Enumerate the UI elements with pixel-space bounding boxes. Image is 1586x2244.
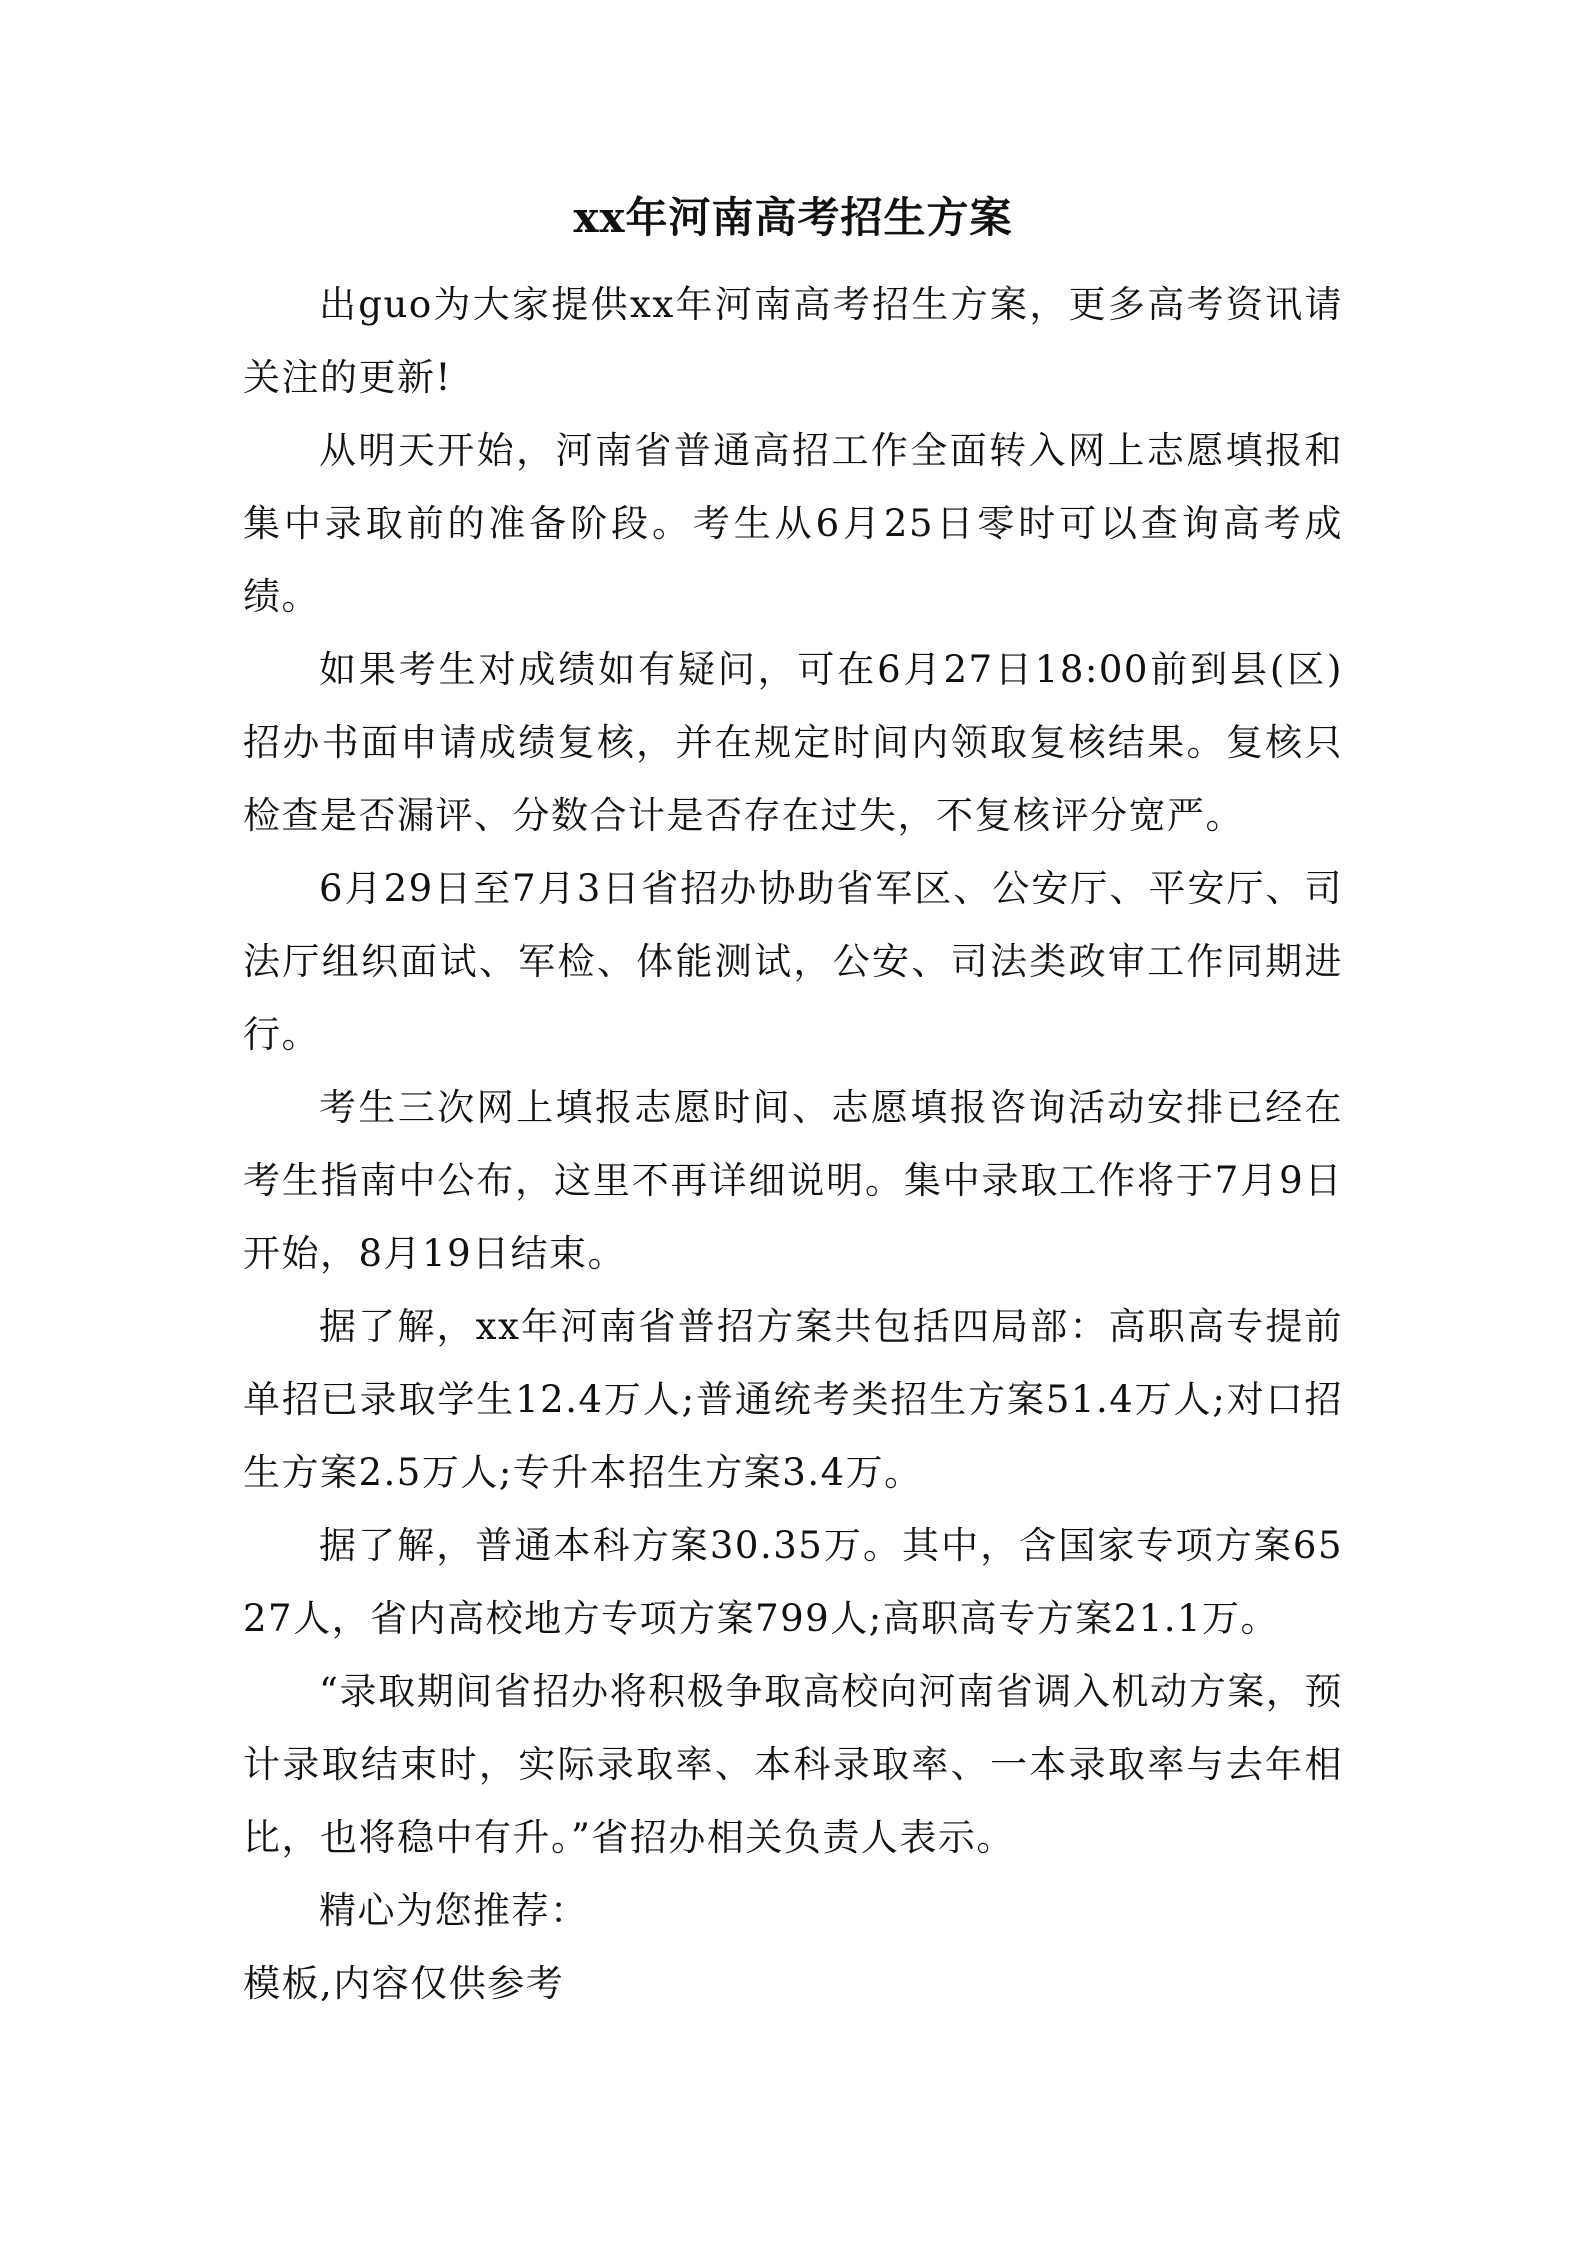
document-title: xx年河南高考招生方案 [573, 193, 1013, 242]
document-body [243, 268, 1343, 2020]
paragraph-enrollment-plan: 据了解，xx年河南省普招方案共包括四局部：高职高专提前单招已录取学生12.4万人;普通统考类招生方案51.4万人;对口招生方案2.5万人;专升本招生方案3.4万。 [243, 1305, 1343, 1494]
paragraph-intro: 出guo为大家提供xx年河南高考招生方案，更多高考资讯请关注的更新! [243, 283, 1343, 399]
paragraph-admission-schedule: 考生三次网上填报志愿时间、志愿填报咨询活动安排已经在考生指南中公布，这里不再详细说明。集中录取工作将于7月9日开始，8月19日结束。 [243, 1086, 1343, 1275]
footer-note: 模板,内容仅供参考 [243, 1962, 565, 2005]
paragraph-interviews: 6月29日至7月3日省招办协助省军区、公安厅、平安厅、司法厅组织面试、军检、体能测试，公安、司法类政审工作同期进行。 [243, 867, 1343, 1056]
paragraph-undergraduate-plan: 据了解，普通本科方案30.35万。其中，含国家专项方案6527人，省内高校地方专项方案799人;高职高专方案21.1万。 [243, 1524, 1343, 1640]
paragraph-score-review: 如果考生对成绩如有疑问，可在6月27日18:00前到县(区)招办书面申请成绩复核，并在规定时间内领取复核结果。复核只检查是否漏评、分数合计是否存在过失，不复核评分宽严。 [243, 648, 1343, 837]
paragraph-official-quote: “录取期间省招办将积极争取高校向河南省调入机动方案，预计录取结束时，实际录取率、本科录取率、一本录取率与去年相比，也将稳中有升。”省招办相关负责人表示。 [243, 1670, 1343, 1859]
paragraph-recommendation: 精心为您推荐： [319, 1889, 589, 1932]
paragraph-score-query: 从明天开始，河南省普通高招工作全面转入网上志愿填报和集中录取前的准备阶段。考生从6月25日零时可以查询高考成绩。 [243, 429, 1343, 618]
